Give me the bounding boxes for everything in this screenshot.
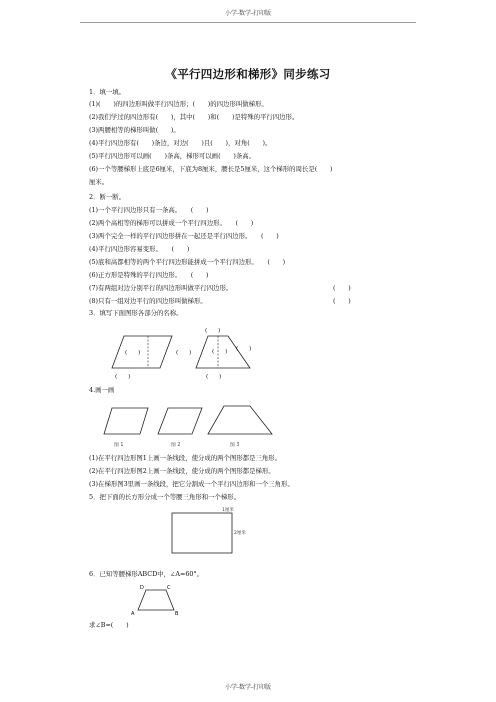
header-divider xyxy=(80,22,416,23)
page-header: 小学-数学-打印版 xyxy=(224,10,272,17)
s1-question-3: (3)两腰相等的梯形叫做( )。 xyxy=(89,126,180,134)
s2-question-5: (5)底和高都相等的两个平行四边形能拼成一个平行四边形。 ( ) xyxy=(89,258,286,266)
rectangle-figure xyxy=(172,513,232,553)
s2-question-7: (7)有两组对边分别平行的四边形叫做平行四边形。 xyxy=(89,284,233,292)
s4-figures xyxy=(100,398,280,450)
s6-question: 求∠B=( ) xyxy=(89,621,129,629)
s5-figure xyxy=(168,505,258,559)
s1-question-6-cont: 厘米。 xyxy=(89,178,109,186)
s3-trap-blank-right: ( ) xyxy=(236,346,252,352)
s1-question-4: (4)平行四边形有( )条边，对边( )且( )，对角( )。 xyxy=(89,139,272,147)
vertex-B-label: B xyxy=(175,611,179,617)
section2-heading: 2．断一断。 xyxy=(89,193,126,201)
s1-question-5: (5)平行四边形可以画( )条高，梯形可以画( )条高。 xyxy=(89,152,256,160)
s3-trap-blank-left: ( ) xyxy=(176,350,192,356)
section6-heading: 6．已知等腰梯形ABCD中，∠A=60°。 xyxy=(89,570,204,578)
section4-heading: 4.画一画 xyxy=(89,386,115,394)
s2-question-1: (1)一个平行四边形只有一条高。 ( ) xyxy=(89,206,209,214)
s3-trap-blank-top: ( ) xyxy=(205,328,221,334)
s4-question-2: (2)在平行四边形图2上画一条线段，使分成的两个图形都是梯形。 xyxy=(89,467,275,475)
section1-heading: 1．填一填。 xyxy=(89,88,126,96)
rectangle-side-label: 2厘米 xyxy=(234,531,246,536)
figure2-parallelogram xyxy=(158,408,202,434)
s2-question-8: (8)只有一组对边平行的四边形叫做梯形。 xyxy=(89,297,207,305)
rectangle-top-label: 1厘米 xyxy=(222,508,234,513)
s2-question-6: (6)正方形是特殊的平行四边形。 ( ) xyxy=(89,271,209,279)
s3-blank-left: ( ) xyxy=(125,350,141,356)
s2-question-4: (4)平行四边形容易变形。 ( ) xyxy=(89,245,190,253)
vertex-D-label: D xyxy=(140,585,144,591)
section5-heading: 5．把下面的长方形分成一个等腰三角形和一个梯形。 xyxy=(89,493,241,501)
vertex-A-label: A xyxy=(131,611,135,617)
s6-figure xyxy=(128,582,188,618)
vertex-C-label: C xyxy=(167,585,171,591)
figure1-label: 图 1 xyxy=(114,443,124,448)
s4-question-3: (3)在梯形图3里画一条线段，把它分割成一个平行四边形和一个三角形。 xyxy=(89,480,294,488)
s1-question-1: (1)( )的四边形叫做平行四边形；( )的四边形叫做梯形。 xyxy=(89,100,268,108)
s4-question-1: (1)在平行四边形图1上画一条线段，使分成的两个图形都是三角形。 xyxy=(89,454,282,462)
figure1-parallelogram xyxy=(104,408,148,434)
s2-question-2: (2)两个高相等的梯形可以拼成一个平行四边形。 ( ) xyxy=(89,219,254,227)
isosceles-trapezoid-figure xyxy=(138,590,174,610)
figure2-label: 图 2 xyxy=(171,443,181,448)
s3-trap-blank-mid: ( ) xyxy=(212,349,228,355)
figure3-trapezoid xyxy=(208,406,272,434)
parallelogram-figure xyxy=(112,336,172,368)
s3-blank-bottom: ( ) xyxy=(115,374,131,380)
page-footer: 小学-数学-打印版 xyxy=(224,684,272,691)
s1-question-6: (6)一个等腰梯形上底是6厘米，下底为8厘米，腰长是5厘米，这个梯形的周长是( ) xyxy=(89,165,333,173)
section3-heading: 3．填写下面图形各部分的名称。 xyxy=(89,309,183,317)
page-title: 《平行四边形和梯形》同步练习 xyxy=(165,67,331,81)
s2-question-7-blank: ( ) xyxy=(333,284,351,292)
s3-figures xyxy=(90,320,290,380)
s2-question-8-blank: ( ) xyxy=(333,297,351,305)
s1-question-2: (2)我们学过的四边形有( )，其中( )和( )是特殊的平行四边形。 xyxy=(89,113,299,121)
s2-question-3: (3)两个完全一样的平行四边形拼在一起还是平行四边形。 ( ) xyxy=(89,232,279,240)
figure3-label: 图 3 xyxy=(230,443,240,448)
s3-trap-blank-bottom: ( ) xyxy=(206,374,222,380)
